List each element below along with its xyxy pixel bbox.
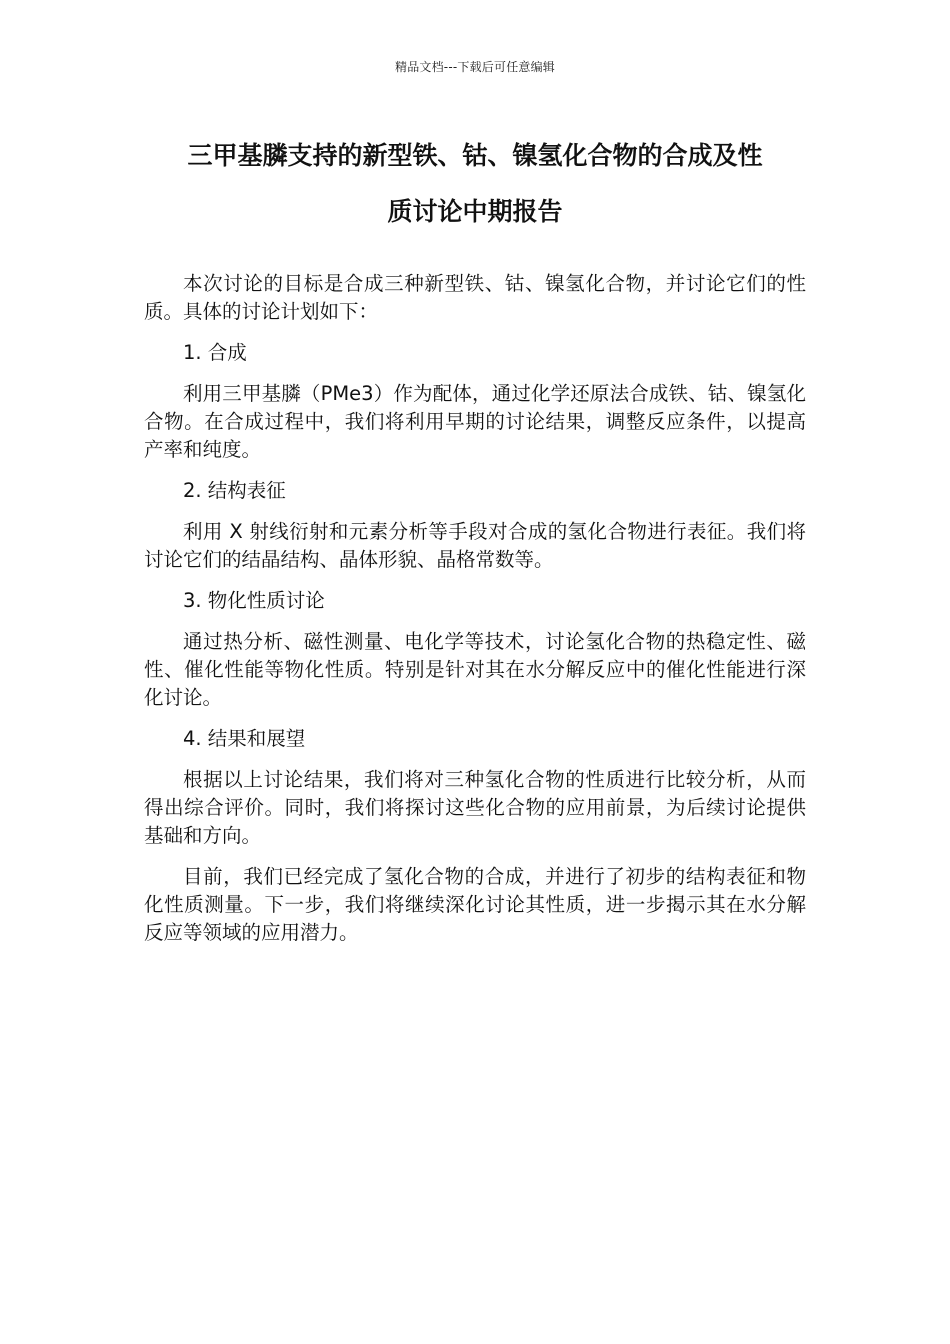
document-body: [144, 270, 806, 960]
section-body-characterization: 利用 X 射线衍射和元素分析等手段对合成的氢化合物进行表征。我们将讨论它们的结晶结构、晶体形貌、晶格常数等。: [144, 520, 806, 571]
section-body-properties: 通过热分析、磁性测量、电化学等技术，讨论氢化合物的热稳定性、磁性、催化性能等物化性质。特别是针对其在水分解反应中的催化性能进行深化讨论。: [144, 630, 806, 709]
intro-paragraph: 本次讨论的目标是合成三种新型铁、钴、镍氢化合物，并讨论它们的性质。具体的讨论计划如下：: [144, 272, 806, 323]
title-line-2: 质讨论中期报告: [387, 197, 563, 226]
section-heading-properties: 3. 物化性质讨论: [183, 589, 325, 612]
section-heading-results: 4. 结果和展望: [183, 727, 306, 750]
conclusion-paragraph: 目前，我们已经完成了氢化合物的合成，并进行了初步的结构表征和物化性质测量。下一步，我们将继续深化讨论其性质，进一步揭示其在水分解反应等领域的应用潜力。: [144, 865, 806, 944]
section-heading-characterization: 2. 结构表征: [183, 479, 286, 502]
section-body-results: 根据以上讨论结果，我们将对三种氢化合物的性质进行比较分析，从而得出综合评价。同时，我们将探讨这些化合物的应用前景，为后续讨论提供基础和方向。: [144, 768, 806, 847]
title-line-1: 三甲基膦支持的新型铁、钴、镍氢化合物的合成及性: [187, 141, 763, 170]
section-body-synthesis: 利用三甲基膦（PMe3）作为配体，通过化学还原法合成铁、钴、镍氢化合物。在合成过程中，我们将利用早期的讨论结果，调整反应条件，以提高产率和纯度。: [144, 382, 806, 461]
document-title: [135, 128, 815, 240]
section-heading-synthesis: 1. 合成: [183, 341, 247, 364]
header-note: 精品文档---下载后可任意编辑: [395, 60, 555, 74]
